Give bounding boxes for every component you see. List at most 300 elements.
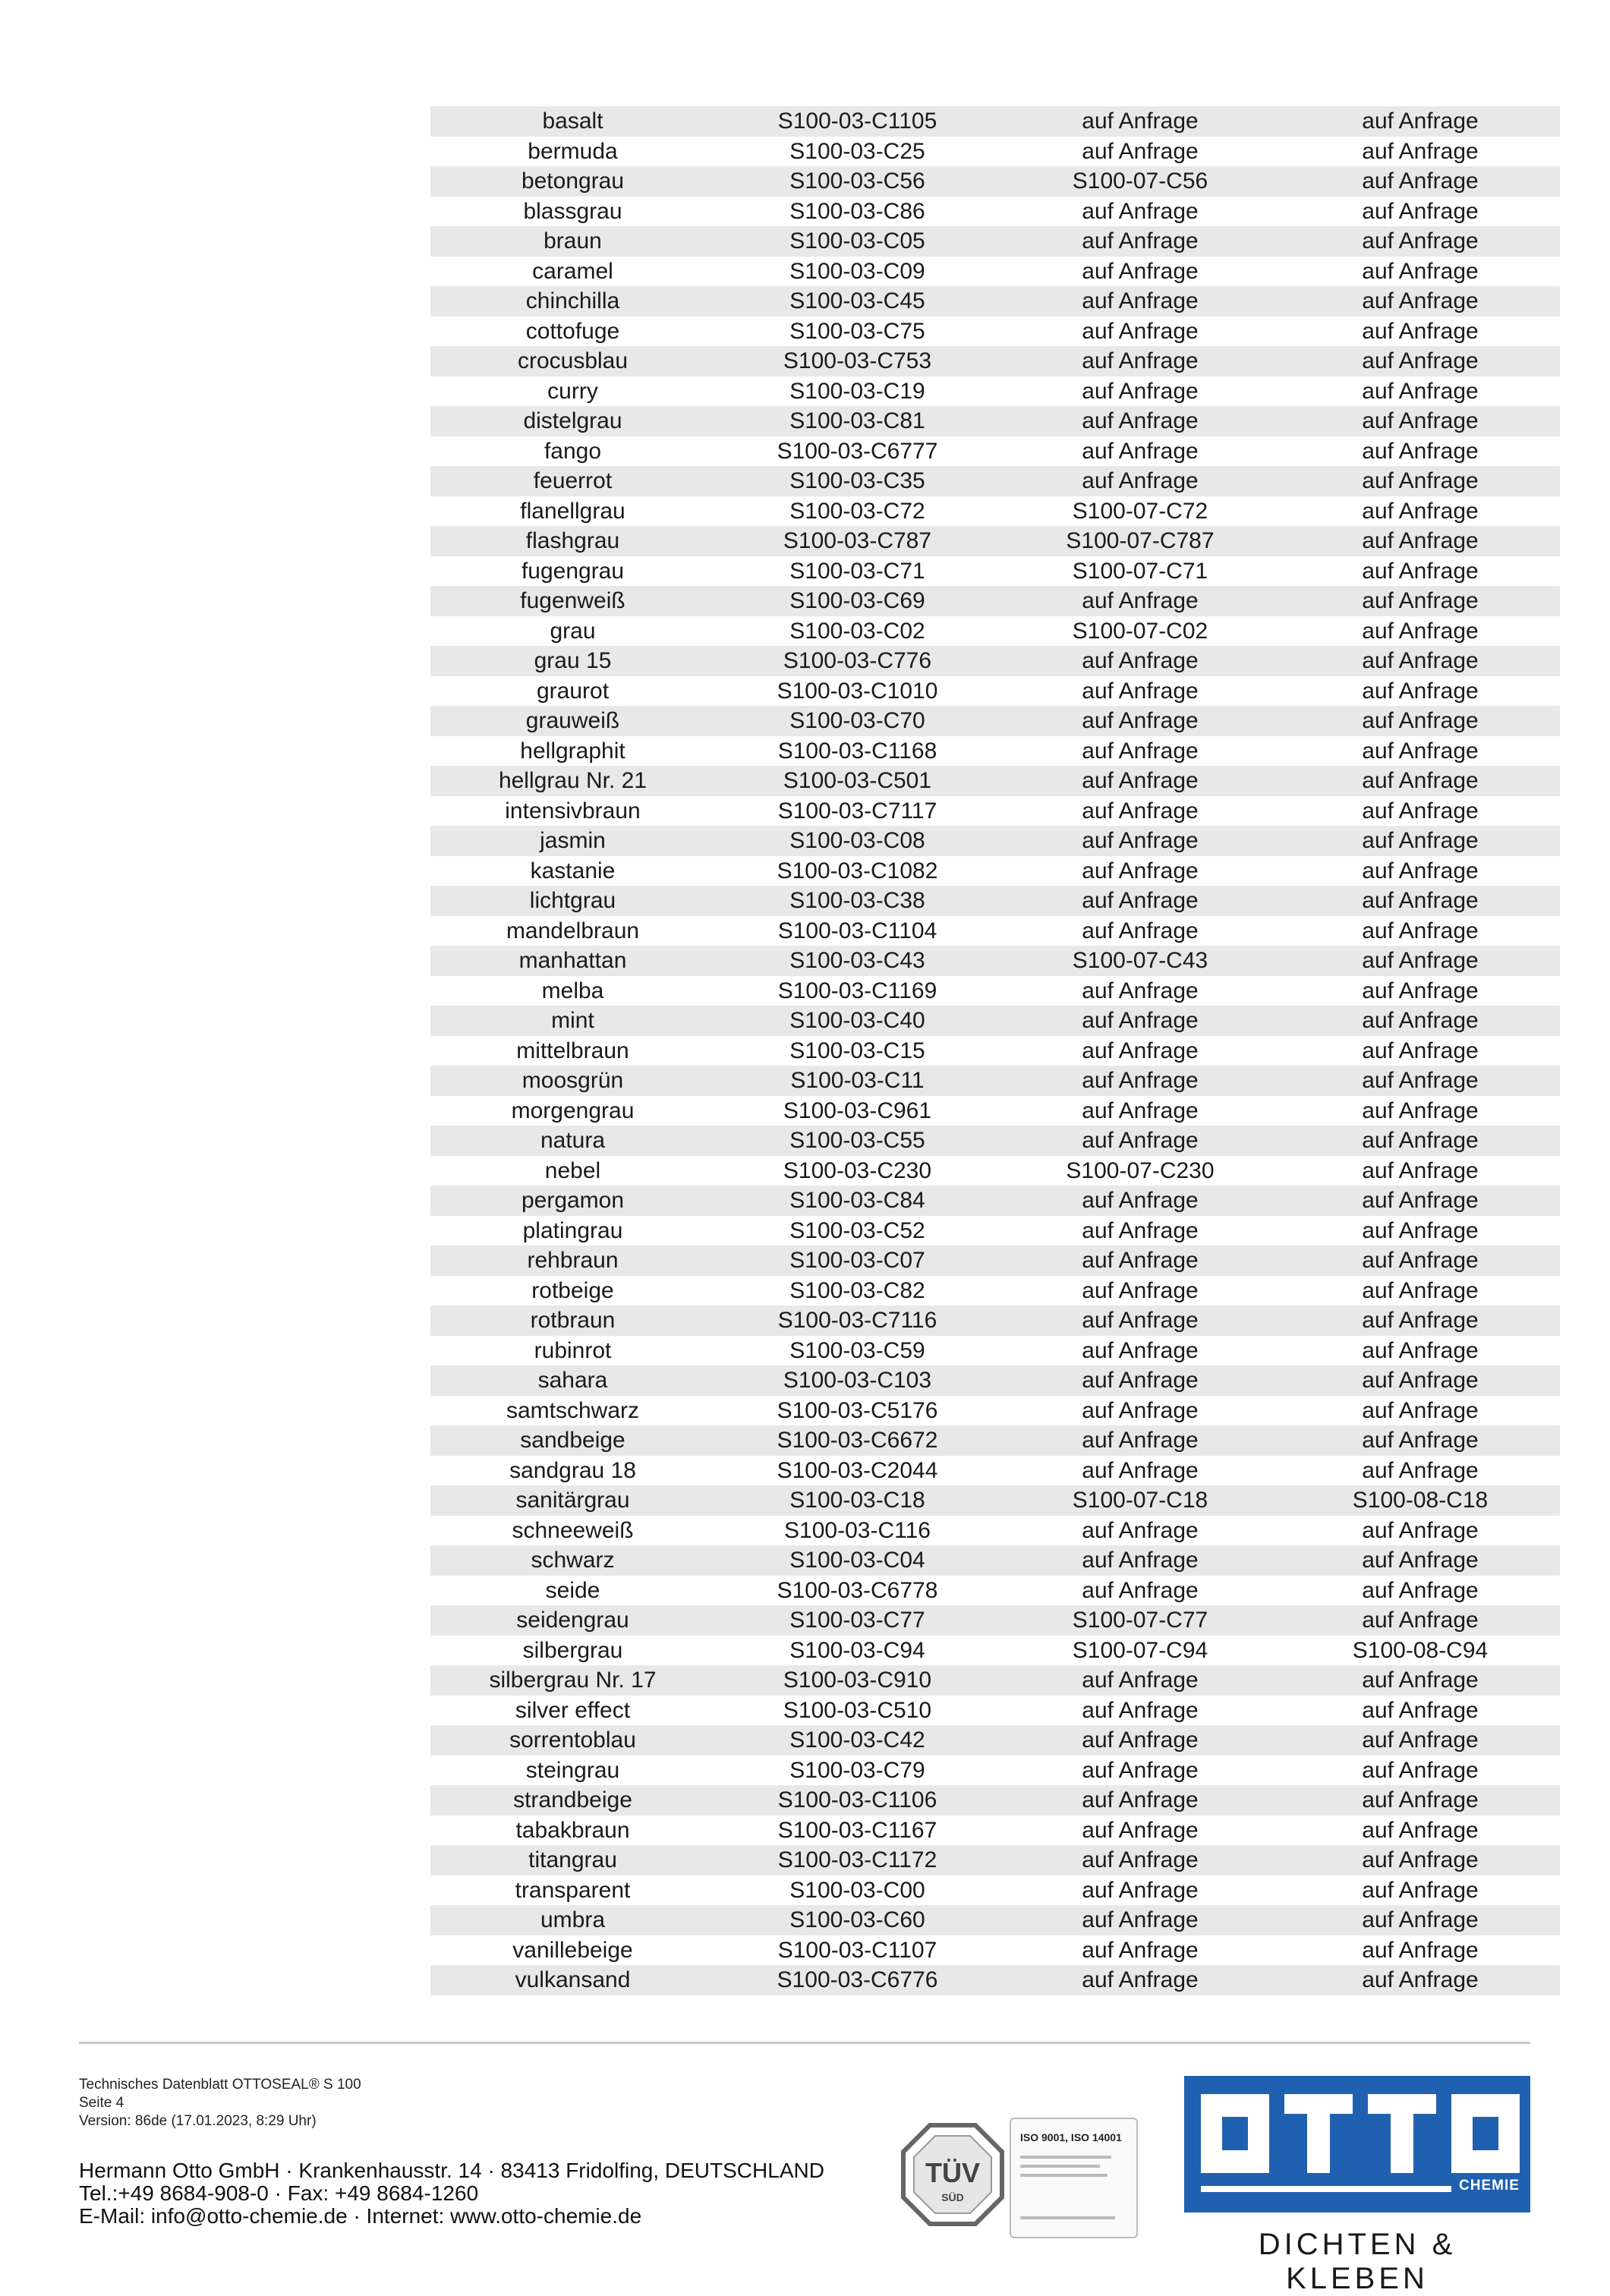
iso-label: ISO 9001, ISO 14001 [1020,2131,1122,2143]
color-name-cell: fugenweiß [520,588,625,613]
large-pack-code-cell: auf Anfrage [1362,1248,1479,1273]
color-name-cell: titangrau [528,1847,617,1872]
table-row [430,706,1560,736]
color-name-cell: umbra [540,1907,606,1932]
foil-bag-code-cell: auf Anfrage [1082,858,1199,883]
cartridge-code-cell: S100-03-C15 [789,1038,925,1063]
cartridge-code-cell: S100-03-C45 [789,288,925,313]
color-name-cell: feuerrot [533,468,613,493]
table-row [430,376,1560,407]
table-row [430,1816,1560,1846]
tuv-certification-seal [896,2112,1139,2239]
cartridge-code-cell: S100-03-C1105 [777,109,937,134]
large-pack-code-cell: auf Anfrage [1362,438,1479,464]
color-name-cell: curry [547,378,598,404]
cartridge-code-cell: S100-03-C84 [789,1188,925,1213]
foil-bag-code-cell: auf Anfrage [1082,918,1199,943]
foil-bag-code-cell: auf Anfrage [1082,1577,1199,1603]
large-pack-code-cell: auf Anfrage [1362,1038,1479,1063]
large-pack-code-cell: auf Anfrage [1362,1337,1479,1363]
color-name-cell: flanellgrau [520,498,625,524]
cartridge-code-cell: S100-03-C1104 [777,918,937,943]
foil-bag-code-cell: S100-07-C72 [1072,498,1208,524]
foil-bag-code-cell: auf Anfrage [1082,1517,1199,1543]
large-pack-code-cell: auf Anfrage [1362,1308,1479,1333]
color-name-cell: schneeweiß [512,1517,634,1543]
color-name-cell: morgengrau [511,1098,635,1123]
table-row [430,1545,1560,1576]
cartridge-code-cell: S100-03-C1172 [777,1847,937,1872]
color-name-cell: sanitärgrau [515,1488,630,1513]
foil-bag-code-cell: auf Anfrage [1082,138,1199,164]
table-row [430,1636,1560,1666]
large-pack-code-cell: auf Anfrage [1362,1517,1479,1543]
page-number: Seite 4 [79,2095,124,2111]
color-name-cell: mittelbraun [516,1038,629,1063]
large-pack-code-cell: auf Anfrage [1362,738,1479,764]
cartridge-code-cell: S100-03-C103 [783,1368,932,1393]
large-pack-code-cell: auf Anfrage [1362,1577,1479,1603]
table-row [430,1485,1560,1516]
table-row [430,766,1560,796]
cartridge-code-cell: S100-03-C510 [783,1697,932,1723]
table-row [430,916,1560,946]
foil-bag-code-cell: auf Anfrage [1082,678,1199,704]
cartridge-code-cell: S100-03-C2044 [777,1457,938,1483]
tuv-badge-text: TÜV [925,2157,980,2188]
cartridge-code-cell: S100-03-C6777 [777,438,938,464]
document-meta [79,2076,361,2131]
large-pack-code-cell: auf Anfrage [1362,1937,1479,1963]
color-name-cell: moosgrün [521,1068,624,1093]
foil-bag-code-cell: auf Anfrage [1082,1668,1199,1693]
certificate-text-line [1020,2165,1100,2168]
cartridge-code-cell: S100-03-C7117 [777,798,937,824]
foil-bag-code-cell: auf Anfrage [1082,318,1199,344]
table-row [430,1096,1560,1126]
color-name-cell: mint [551,1008,594,1033]
large-pack-code-cell: auf Anfrage [1362,798,1479,824]
color-name-cell: seide [545,1577,600,1603]
large-pack-code-cell: auf Anfrage [1362,288,1479,313]
color-name-cell: nebel [544,1157,601,1183]
table-row [430,1965,1560,1995]
table-row [430,826,1560,856]
foil-bag-code-cell: auf Anfrage [1082,198,1199,224]
large-pack-code-cell: auf Anfrage [1362,109,1479,134]
cartridge-code-cell: S100-03-C19 [789,378,925,404]
large-pack-code-cell: auf Anfrage [1362,348,1479,373]
document-title: Technisches Datenblatt OTTOSEAL® S 100 [79,2077,361,2093]
color-name-cell: strandbeige [513,1787,632,1813]
table-row [430,286,1560,317]
foil-bag-code-cell: auf Anfrage [1082,648,1199,673]
cartridge-code-cell: S100-03-C501 [783,768,932,793]
tuv-octagon-icon [896,2112,1010,2239]
large-pack-code-cell: auf Anfrage [1362,1397,1479,1423]
foil-bag-code-cell: auf Anfrage [1082,1188,1199,1213]
cartridge-code-cell: S100-03-C81 [789,408,925,433]
large-pack-code-cell: auf Anfrage [1362,708,1479,733]
large-pack-code-cell: auf Anfrage [1362,1548,1479,1573]
cartridge-code-cell: S100-03-C1169 [777,978,937,1003]
foil-bag-code-cell: auf Anfrage [1082,1368,1199,1393]
foil-bag-code-cell: auf Anfrage [1082,708,1199,733]
cartridge-code-cell: S100-03-C38 [789,888,925,913]
table-row [430,1876,1560,1906]
color-name-cell: chinchilla [525,288,620,313]
table-row [430,496,1560,527]
color-name-cell: rubinrot [534,1337,612,1363]
cartridge-code-cell: S100-03-C25 [789,138,925,164]
logo-letter-o [1201,2094,1269,2173]
foil-bag-code-cell: S100-07-C18 [1072,1488,1208,1513]
large-pack-code-cell: auf Anfrage [1362,858,1479,883]
foil-bag-code-cell: auf Anfrage [1082,1728,1199,1753]
color-name-cell: melba [541,978,604,1003]
table-row [430,1186,1560,1216]
large-pack-code-cell: auf Anfrage [1362,558,1479,584]
foil-bag-code-cell: S100-07-C230 [1066,1157,1215,1183]
foil-bag-code-cell: auf Anfrage [1082,228,1199,254]
cartridge-code-cell: S100-03-C72 [789,498,925,524]
cartridge-code-cell: S100-03-C18 [789,1488,925,1513]
cartridge-code-cell: S100-03-C55 [789,1128,925,1153]
foil-bag-code-cell: auf Anfrage [1082,1428,1199,1453]
table-row [430,1516,1560,1546]
certificate-text-line [1020,2156,1111,2159]
table-row [430,1456,1560,1486]
foil-bag-code-cell: auf Anfrage [1082,1937,1199,1963]
large-pack-code-cell: auf Anfrage [1362,1728,1479,1753]
table-row [430,1905,1560,1935]
foil-bag-code-cell: auf Anfrage [1082,258,1199,284]
table-row [430,526,1560,556]
foil-bag-code-cell: auf Anfrage [1082,1847,1199,1872]
color-name-cell: rotbeige [531,1277,614,1303]
table-row [430,317,1560,347]
color-name-cell: silver effect [515,1697,631,1723]
foil-bag-code-cell: auf Anfrage [1082,1817,1199,1843]
document-version: Version: 86de (17.01.2023, 8:29 Uhr) [79,2113,317,2129]
color-name-cell: graurot [536,678,610,704]
large-pack-code-cell: auf Anfrage [1362,588,1479,613]
large-pack-code-cell: auf Anfrage [1362,618,1479,644]
large-pack-code-cell: auf Anfrage [1362,1428,1479,1453]
large-pack-code-cell: auf Anfrage [1362,1697,1479,1723]
cartridge-code-cell: S100-03-C00 [789,1877,925,1903]
large-pack-code-cell: auf Anfrage [1362,1668,1479,1693]
cartridge-code-cell: S100-03-C02 [789,618,925,644]
foil-bag-code-cell: auf Anfrage [1082,1397,1199,1423]
color-name-cell: silbergrau [522,1637,623,1663]
table-row [430,586,1560,616]
foil-bag-code-cell: auf Anfrage [1082,378,1199,404]
foil-bag-code-cell: auf Anfrage [1082,438,1199,464]
color-name-cell: natura [540,1128,606,1153]
table-row [430,1365,1560,1396]
cartridge-code-cell: S100-03-C1107 [777,1937,937,1963]
cartridge-code-cell: S100-03-C82 [789,1277,925,1303]
color-name-cell: crocusblau [517,348,629,373]
table-row [430,257,1560,287]
color-name-cell: intensivbraun [505,798,641,824]
foil-bag-code-cell: auf Anfrage [1082,288,1199,313]
table-row [430,1576,1560,1606]
cartridge-code-cell: S100-03-C60 [789,1907,925,1932]
color-name-cell: distelgrau [523,408,622,433]
cartridge-code-cell: S100-03-C6672 [777,1428,938,1453]
cartridge-code-cell: S100-03-C753 [783,348,932,373]
foil-bag-code-cell: S100-07-C56 [1072,168,1208,194]
large-pack-code-cell: auf Anfrage [1362,1188,1479,1213]
cartridge-code-cell: S100-03-C09 [789,258,925,284]
table-row [430,886,1560,916]
large-pack-code-cell: auf Anfrage [1362,1068,1479,1093]
large-pack-code-cell: auf Anfrage [1362,678,1479,704]
cartridge-code-cell: S100-03-C70 [789,708,925,733]
large-pack-code-cell: auf Anfrage [1362,528,1479,553]
foil-bag-code-cell: auf Anfrage [1082,1217,1199,1243]
table-row [430,1006,1560,1036]
cartridge-code-cell: S100-03-C1010 [777,678,938,704]
color-name-cell: vanillebeige [512,1937,633,1963]
color-name-cell: sorrentoblau [509,1728,636,1753]
large-pack-code-cell: auf Anfrage [1362,408,1479,433]
color-name-cell: mandelbraun [506,918,640,943]
otto-logo [1184,2076,1530,2213]
table-row [430,1305,1560,1336]
foil-bag-code-cell: auf Anfrage [1082,348,1199,373]
cartridge-code-cell: S100-03-C787 [783,528,932,553]
table-row [430,1756,1560,1786]
cartridge-code-cell: S100-03-C5176 [777,1397,938,1423]
color-name-cell: grau 15 [534,648,612,673]
cartridge-code-cell: S100-03-C6776 [777,1967,938,1992]
large-pack-code-cell: auf Anfrage [1362,138,1479,164]
cartridge-code-cell: S100-03-C1167 [777,1817,937,1843]
table-row [430,976,1560,1006]
cartridge-code-cell: S100-03-C94 [789,1637,925,1663]
color-name-cell: sandbeige [520,1428,625,1453]
table-row [430,1605,1560,1636]
color-name-cell: platingrau [522,1217,623,1243]
table-row [430,556,1560,587]
cartridge-code-cell: S100-03-C69 [789,588,925,613]
foil-bag-code-cell: auf Anfrage [1082,1548,1199,1573]
foil-bag-code-cell: auf Anfrage [1082,1457,1199,1483]
color-name-cell: fugengrau [521,558,625,584]
cartridge-code-cell: S100-03-C07 [789,1248,925,1273]
cartridge-code-cell: S100-03-C86 [789,198,925,224]
table-row [430,346,1560,376]
color-name-cell: tabakbraun [515,1817,630,1843]
table-row [430,1785,1560,1816]
cartridge-code-cell: S100-03-C77 [789,1608,925,1633]
large-pack-code-cell: auf Anfrage [1362,1457,1479,1483]
table-row [430,226,1560,257]
cartridge-code-cell: S100-03-C43 [789,948,925,973]
foil-bag-code-cell: S100-07-C02 [1072,618,1208,644]
cartridge-code-cell: S100-03-C961 [783,1098,932,1123]
foil-bag-code-cell: auf Anfrage [1082,1697,1199,1723]
large-pack-code-cell: auf Anfrage [1362,468,1479,493]
large-pack-code-cell: auf Anfrage [1362,1907,1479,1932]
large-pack-code-cell: auf Anfrage [1362,828,1479,853]
large-pack-code-cell: auf Anfrage [1362,1277,1479,1303]
cartridge-code-cell: S100-03-C6778 [777,1577,938,1603]
table-row [430,1036,1560,1066]
color-name-cell: samtschwarz [506,1397,640,1423]
table-row [430,946,1560,976]
color-name-cell: rotbraun [530,1308,616,1333]
large-pack-code-cell: auf Anfrage [1362,258,1479,284]
logo-tagline: DICHTEN & KLEBEN [1258,2228,1457,2295]
color-name-cell: bermuda [528,138,618,164]
cartridge-code-cell: S100-03-C59 [789,1337,925,1363]
color-name-cell: grau [550,618,596,644]
foil-bag-code-cell: auf Anfrage [1082,978,1199,1003]
foil-bag-code-cell: auf Anfrage [1082,1787,1199,1813]
cartridge-code-cell: S100-03-C75 [789,318,925,344]
large-pack-code-cell: auf Anfrage [1362,1098,1479,1123]
foil-bag-code-cell: S100-07-C94 [1072,1637,1208,1663]
foil-bag-code-cell: auf Anfrage [1082,738,1199,764]
cartridge-code-cell: S100-03-C79 [789,1757,925,1783]
large-pack-code-cell: S100-08-C94 [1352,1637,1489,1663]
color-name-cell: hellgraphit [520,738,625,764]
table-row [430,1935,1560,1966]
table-row [430,1425,1560,1456]
color-name-cell: manhattan [518,948,627,973]
large-pack-code-cell: auf Anfrage [1362,1368,1479,1393]
table-row [430,1126,1560,1156]
foil-bag-code-cell: auf Anfrage [1082,1967,1199,1992]
table-row [430,1725,1560,1756]
cartridge-code-cell: S100-03-C35 [789,468,925,493]
foil-bag-code-cell: auf Anfrage [1082,1757,1199,1783]
cartridge-code-cell: S100-03-C04 [789,1548,925,1573]
table-row [430,1665,1560,1696]
large-pack-code-cell: auf Anfrage [1362,1877,1479,1903]
foil-bag-code-cell: auf Anfrage [1082,1877,1199,1903]
table-row [430,166,1560,197]
logo-letter-o [1451,2094,1520,2173]
table-row [430,1276,1560,1306]
color-name-cell: rehbraun [527,1248,619,1273]
foil-bag-code-cell: auf Anfrage [1082,888,1199,913]
large-pack-code-cell: auf Anfrage [1362,948,1479,973]
table-row [430,646,1560,676]
color-name-cell: braun [543,228,602,254]
foil-bag-code-cell: auf Anfrage [1082,468,1199,493]
foil-bag-code-cell: auf Anfrage [1082,1068,1199,1093]
foil-bag-code-cell: auf Anfrage [1082,1038,1199,1063]
table-row [430,616,1560,647]
tuv-badge-subtext: SÜD [941,2191,964,2203]
table-row [430,1845,1560,1876]
color-name-cell: flashgrau [525,528,620,553]
foil-bag-code-cell: auf Anfrage [1082,1128,1199,1153]
table-row [430,1246,1560,1276]
large-pack-code-cell: auf Anfrage [1362,1217,1479,1243]
large-pack-code-cell: auf Anfrage [1362,1817,1479,1843]
foil-bag-code-cell: auf Anfrage [1082,1008,1199,1033]
color-name-cell: caramel [532,258,613,284]
color-name-cell: cottofuge [525,318,620,344]
table-row [430,137,1560,167]
foil-bag-code-cell: auf Anfrage [1082,768,1199,793]
large-pack-code-cell: auf Anfrage [1362,1967,1479,1992]
large-pack-code-cell: auf Anfrage [1362,1757,1479,1783]
color-name-cell: sahara [537,1368,608,1393]
foil-bag-code-cell: auf Anfrage [1082,1337,1199,1363]
foil-bag-code-cell: auf Anfrage [1082,828,1199,853]
foil-bag-code-cell: auf Anfrage [1082,1248,1199,1273]
cartridge-code-cell: S100-03-C11 [790,1068,925,1093]
table-row [430,736,1560,767]
company-phone: Tel.:+49 8684-908-0 · Fax: +49 8684-1260 [79,2181,479,2205]
color-name-cell: kastanie [530,858,616,883]
table-row [430,1396,1560,1426]
color-name-cell: lichtgrau [529,888,616,913]
company-address: Hermann Otto GmbH · Krankenhausstr. 14 · 83413 Fridolfing, DEUTSCHLAND [79,2159,824,2182]
color-name-cell: jasmin [540,828,606,853]
foil-bag-code-cell: auf Anfrage [1082,1098,1199,1123]
company-contact: E-Mail: info@otto-chemie.de · Internet: www.otto-chemie.de [79,2204,642,2228]
color-name-cell: vulkansand [515,1967,631,1992]
large-pack-code-cell: auf Anfrage [1362,228,1479,254]
color-name-cell: seidengrau [516,1608,629,1633]
foil-bag-code-cell: S100-07-C43 [1072,948,1208,973]
logo-subtitle: CHEMIE [1459,2178,1520,2194]
cartridge-code-cell: S100-03-C776 [783,648,932,673]
color-name-cell: basalt [542,109,603,134]
logo-letter-t [1284,2094,1353,2173]
large-pack-code-cell: S100-08-C18 [1352,1488,1489,1513]
large-pack-code-cell: auf Anfrage [1362,168,1479,194]
color-name-cell: transparent [515,1877,631,1903]
color-name-cell: silbergrau Nr. 17 [489,1668,657,1693]
cartridge-code-cell: S100-03-C7116 [777,1308,937,1333]
large-pack-code-cell: auf Anfrage [1362,318,1479,344]
foil-bag-code-cell: auf Anfrage [1082,1308,1199,1333]
large-pack-code-cell: auf Anfrage [1362,1157,1479,1183]
cartridge-code-cell: S100-03-C08 [789,828,925,853]
cartridge-code-cell: S100-03-C230 [783,1157,932,1183]
table-row [430,1156,1560,1186]
color-code-table [430,106,1560,1995]
cartridge-code-cell: S100-03-C56 [789,168,925,194]
cartridge-code-cell: S100-03-C1082 [777,858,938,883]
company-info [79,2159,824,2228]
table-row [430,676,1560,707]
logo-letter-t [1368,2094,1436,2173]
color-name-cell: grauweiß [525,708,620,733]
large-pack-code-cell: auf Anfrage [1362,1128,1479,1153]
foil-bag-code-cell: S100-07-C77 [1072,1608,1208,1633]
cartridge-code-cell: S100-03-C116 [784,1517,931,1543]
color-name-cell: pergamon [521,1188,625,1213]
foil-bag-code-cell: auf Anfrage [1082,408,1199,433]
large-pack-code-cell: auf Anfrage [1362,1847,1479,1872]
cartridge-code-cell: S100-03-C42 [789,1728,925,1753]
foil-bag-code-cell: S100-07-C71 [1072,558,1208,584]
table-row [430,1696,1560,1726]
table-row [430,106,1560,137]
table-row [430,436,1560,467]
large-pack-code-cell: auf Anfrage [1362,888,1479,913]
